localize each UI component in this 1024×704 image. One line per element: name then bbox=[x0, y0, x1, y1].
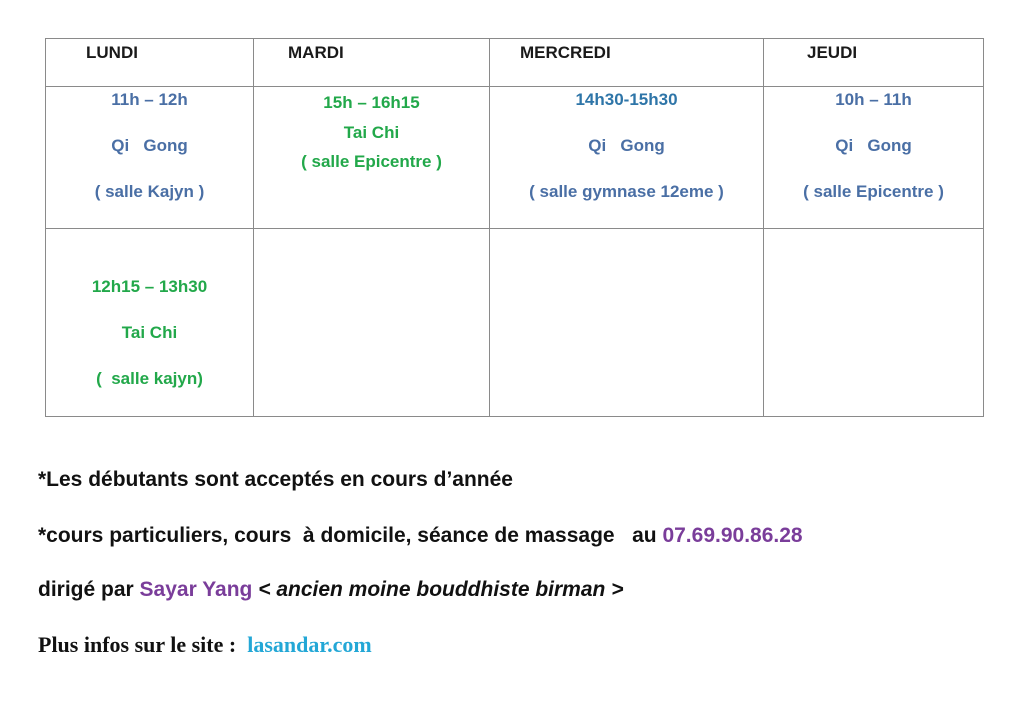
schedule-row-2 bbox=[46, 229, 984, 417]
slot-time: 15h – 16h15 bbox=[323, 93, 420, 112]
slot-lundi-row2 bbox=[46, 229, 254, 417]
site-label: Plus infos sur le site : bbox=[38, 632, 248, 657]
site-link[interactable]: lasandar.com bbox=[247, 632, 372, 657]
header-row bbox=[46, 39, 984, 87]
schedule-table bbox=[45, 38, 984, 417]
slot-mardi-row1 bbox=[254, 87, 490, 229]
day-label-mercredi: MERCREDI bbox=[520, 43, 611, 62]
note-instructor-prefix: dirigé par bbox=[38, 578, 140, 601]
note-instructor bbox=[38, 578, 623, 602]
header-mardi bbox=[254, 39, 490, 87]
slot-activity: Qi Gong bbox=[588, 136, 665, 155]
header-lundi bbox=[46, 39, 254, 87]
slot-time: 11h – 12h bbox=[111, 90, 188, 109]
slot-time: 10h – 11h bbox=[835, 90, 912, 109]
slot-room: ( salle Epicentre ) bbox=[803, 182, 944, 201]
note-private-lessons-text: *cours particuliers, cours à domicile, séance de massage au bbox=[38, 524, 663, 547]
slot-activity: Qi Gong bbox=[835, 136, 912, 155]
slot-time: 14h30-15h30 bbox=[575, 90, 678, 109]
slot-room: ( salle Epicentre ) bbox=[301, 152, 442, 171]
slot-jeudi-row1 bbox=[764, 87, 984, 229]
slot-activity: Tai Chi bbox=[343, 123, 400, 142]
day-label-jeudi: JEUDI bbox=[807, 43, 858, 62]
slot-room: ( salle gymnase 12eme ) bbox=[529, 182, 724, 201]
schedule-row-1 bbox=[46, 87, 984, 229]
header-mercredi bbox=[490, 39, 764, 87]
instructor-name: Sayar Yang bbox=[139, 578, 253, 601]
slot-lundi-row1 bbox=[46, 87, 254, 229]
slot-activity: Tai Chi bbox=[121, 323, 178, 342]
slot-room: ( salle Kajyn ) bbox=[94, 182, 205, 201]
slot-mercredi-row2-empty bbox=[490, 229, 764, 417]
slot-time: 12h15 – 13h30 bbox=[91, 277, 208, 296]
phone-number[interactable]: 07.69.90.86.28 bbox=[662, 524, 803, 547]
slot-activity: Qi Gong bbox=[111, 136, 188, 155]
instructor-description: < ancien moine bouddhiste birman > bbox=[252, 578, 624, 601]
note-private-lessons bbox=[38, 524, 803, 548]
slot-room: ( salle kajyn) bbox=[96, 369, 203, 388]
header-jeudi bbox=[764, 39, 984, 87]
note-beginners: *Les débutants sont acceptés en cours d’année bbox=[38, 468, 513, 491]
day-label-lundi: LUNDI bbox=[86, 43, 138, 62]
slot-mardi-row2-empty bbox=[254, 229, 490, 417]
slot-mercredi-row1 bbox=[490, 87, 764, 229]
site-info bbox=[38, 632, 372, 658]
day-label-mardi: MARDI bbox=[288, 43, 344, 62]
slot-jeudi-row2-empty bbox=[764, 229, 984, 417]
